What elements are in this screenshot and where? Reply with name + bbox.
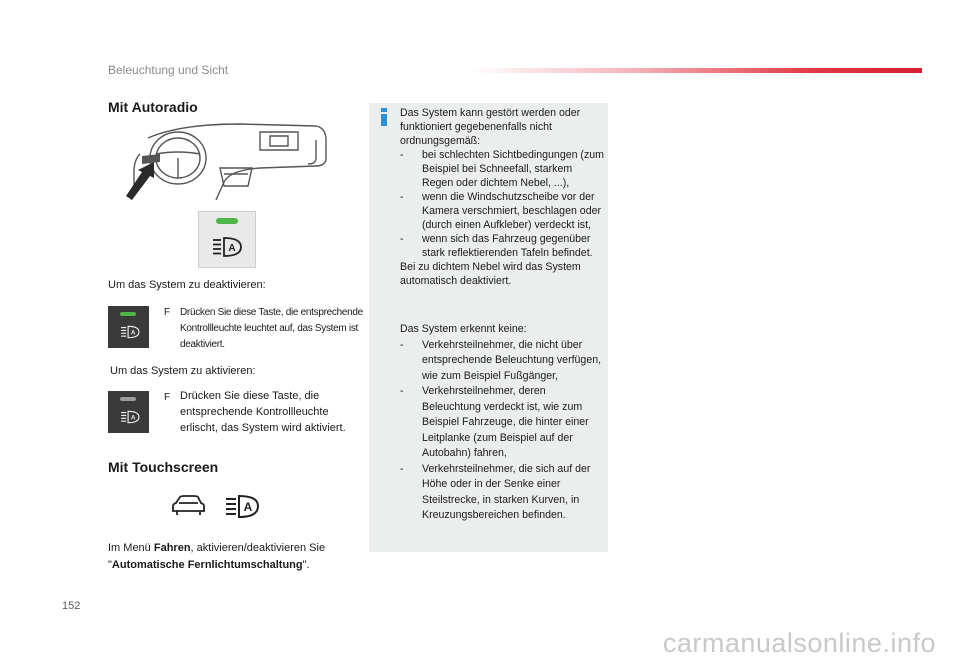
- info-text: Das System kann gestört werden oder funktioniert gegebenenfalls nicht ordnungsgemäß:: [400, 107, 581, 147]
- list-item: - Verkehrsteilnehmer, die sich auf der Höhe oder in der Senke einer Steilstrecke, in starken Kurven, in Kreuzungsbereichen befinden.: [400, 462, 591, 521]
- auto-high-beam-icon: [212, 236, 242, 258]
- deactivate-step: Drücken Sie diese Taste, die entsprechende Kontrollleuchte leuchtet auf, das System ist deaktiviert.: [180, 307, 363, 350]
- svg-text:A: A: [130, 414, 136, 422]
- info-text: Das System erkennt keine:: [400, 323, 527, 335]
- switch-on-thumbnail: [108, 306, 149, 348]
- indicator-led-on: [120, 312, 136, 316]
- list-item: - wenn sich das Fahrzeug gegenüber stark reflektierenden Tafeln befindet.: [400, 233, 593, 259]
- svg-text:A: A: [243, 500, 253, 514]
- touchscreen-icons: [170, 493, 270, 523]
- bullet-marker: F: [164, 307, 171, 318]
- bullet-marker: F: [164, 392, 171, 403]
- auto-high-beam-icon: [120, 410, 140, 424]
- info-not-detected: [400, 322, 605, 524]
- auto-high-beam-icon: [120, 325, 140, 339]
- watermark: carmanualsonline.info: [662, 628, 936, 658]
- touchscreen-instruction: Im Menü Fahren, aktivieren/deaktivieren Sie "Automatische Fernlichtumschaltung".: [108, 542, 326, 571]
- function-name: Automatische Fernlichtumschaltung: [111, 559, 303, 571]
- info-disruptions: [400, 106, 605, 288]
- svg-text:A: A: [130, 329, 136, 337]
- info-icon: [379, 108, 391, 126]
- heading-touchscreen: Mit Touchscreen: [108, 459, 219, 475]
- indicator-led-off: [120, 397, 136, 401]
- svg-text:A: A: [228, 243, 236, 254]
- deactivate-intro: Um das System zu deaktivieren:: [108, 279, 266, 291]
- heading-autoradio: Mit Autoradio: [108, 99, 198, 115]
- list-item: - bei schlechten Sichtbedingungen (zum Beispiel bei Schneefall, starkem Regen oder dichtem Nebel, ...),: [400, 149, 604, 189]
- activate-intro: Um das System zu aktivieren:: [110, 365, 256, 377]
- menu-name: Fahren: [153, 542, 191, 554]
- list-item: - wenn die Windschutzscheibe vor der Kamera verschmiert, beschlagen oder (durch einen Aufkleber) verdeckt ist,: [400, 191, 602, 231]
- section-title: Beleuchtung und Sicht: [108, 63, 229, 77]
- auto-high-beam-icon: [226, 496, 258, 517]
- deactivation-switch-large: [198, 211, 256, 268]
- header-accent-bar: [470, 68, 922, 73]
- info-text: Bei zu dichtem Nebel wird das System automatisch deaktiviert.: [400, 261, 581, 287]
- dashboard-illustration: [120, 120, 330, 202]
- indicator-led-on: [216, 218, 238, 224]
- activate-step: Drücken Sie diese Taste, die entsprechende Kontrollleuchte erlischt, das System wird aktiviert.: [180, 390, 346, 434]
- list-item: - Verkehrsteilnehmer, deren Beleuchtung verdeckt ist, wie zum Beispiel Fahrzeuge, die hinter einer Leitplanke (zum Beispiel auf der Autobahn) fahren,: [400, 385, 589, 459]
- car-icon: [173, 496, 204, 515]
- list-item: - Verkehrsteilnehmer, die nicht über entsprechende Beleuchtung verfügen, wie zum Beispiel Fußgänger,: [400, 338, 602, 382]
- page-number: 152: [62, 600, 81, 612]
- switch-off-thumbnail: [108, 391, 149, 433]
